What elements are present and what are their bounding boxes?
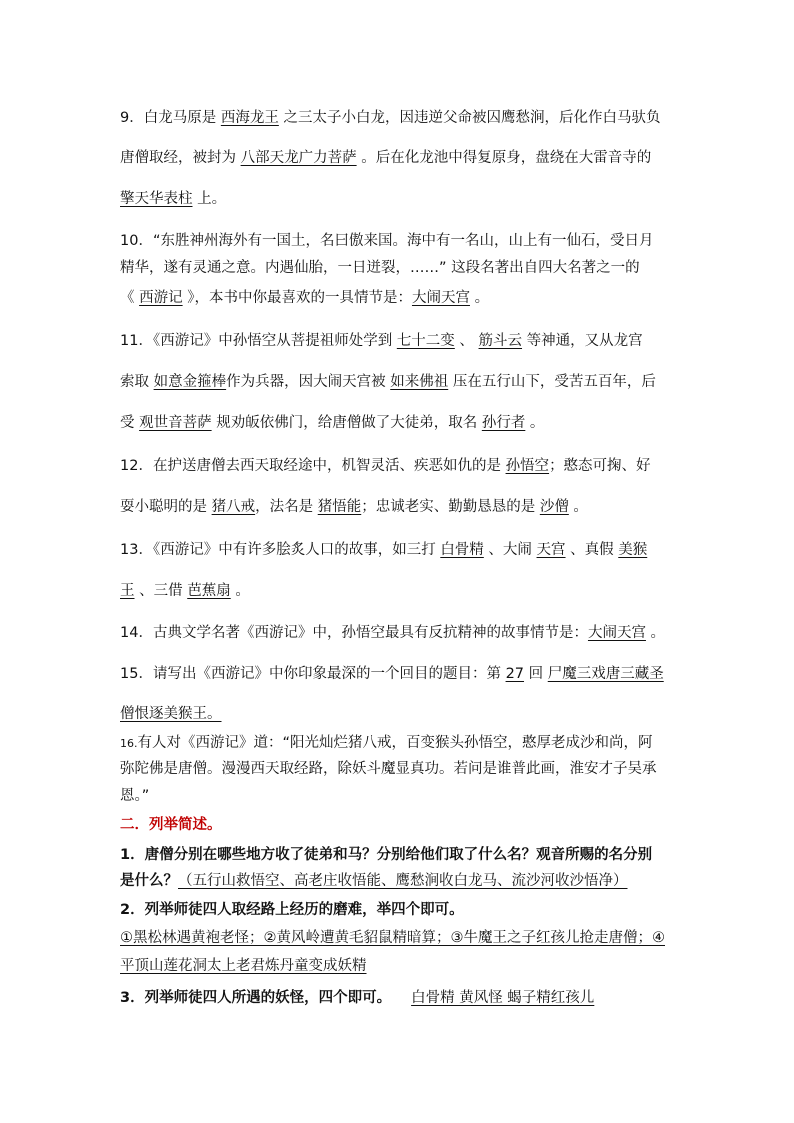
q11-answer-3: 如意金箍棒 xyxy=(153,374,227,390)
q12-answer-2: 猪八戒 xyxy=(211,499,256,515)
q14-text: 。 xyxy=(645,625,666,641)
q11-text: 等神通，又从龙宫 xyxy=(522,333,643,349)
q10-text: 》，本书中你最喜欢的一具情节是： xyxy=(182,290,412,306)
q10-text: 。 xyxy=(469,290,490,306)
q9-text: 。后在化龙池中得复原身，盘绕在大雷音寺的 xyxy=(356,150,652,166)
q11-text: 受 xyxy=(120,415,140,431)
q15-line-1 xyxy=(120,664,664,684)
q13-answer-4: 芭蕉扇 xyxy=(187,583,231,599)
q11-text: 作为兵器，因大闹天宫被 xyxy=(226,374,391,390)
q11-line-3 xyxy=(120,413,544,433)
q10-line-1: 10．“东胜神州海外有一国土，名曰傲来国。海中有一名山，山上有一仙石，受日月 xyxy=(120,233,654,249)
q11-text: 压在五行山下，受苦五百年，后 xyxy=(448,374,656,390)
q11-answer-4: 如来佛祖 xyxy=(390,374,449,390)
q12-line-1 xyxy=(120,456,651,476)
q12-text: ；忠诚老实、勤勤恳恳的是 xyxy=(361,499,540,515)
s2-q1-answer: （五行山救悟空、高老庄收悟能、鹰愁涧收白龙马、流沙河收沙悟净） xyxy=(178,873,628,889)
q12-text: ；憨态可掬、好 xyxy=(549,458,651,474)
q10-line-3 xyxy=(120,288,489,308)
q9-answer-2: 八部天龙广力菩萨 xyxy=(240,150,357,166)
q11-answer-5: 观世音菩萨 xyxy=(139,415,212,431)
q13-text: 13．《西游记》中有许多脍炙人口的故事，如三打 xyxy=(120,542,441,558)
q11-answer-2: 筋斗云 xyxy=(478,333,523,349)
q12-answer-4: 沙僧 xyxy=(539,499,569,515)
q16-line-3: 恩。” xyxy=(120,788,150,804)
q9-answer-3: 擎天华表柱 xyxy=(120,191,193,207)
q13-answer-3-cont: 王 xyxy=(120,583,135,599)
q10-answer-2: 大闹天宫 xyxy=(411,290,470,306)
q11-text: 规劝皈依佛门，给唐僧做了大徒弟，取名 xyxy=(211,415,482,431)
q9-line-1 xyxy=(120,108,660,128)
q15-text: 15．请写出《西游记》中你印象最深的一个回目的题目：第 xyxy=(120,666,506,682)
q16-text: 有人对《西游记》道：“阳光灿烂猪八戒，百变猴头孙悟空，憨厚老成沙和尚，阿 xyxy=(137,735,653,751)
q9-text: 9．白龙马原是 xyxy=(120,110,221,126)
q9-text: 之三太子小白龙，因违逆父命被囚鹰愁涧，后化作白马驮负 xyxy=(278,110,661,126)
q9-text: 上。 xyxy=(192,191,227,207)
q13-line-1 xyxy=(120,540,647,560)
q11-line-1 xyxy=(120,331,643,351)
q13-answer-2: 天宫 xyxy=(536,542,566,558)
q14-answer: 大闹天宫 xyxy=(587,625,646,641)
q13-answer-3: 美猴 xyxy=(618,542,648,558)
q12-text: 。 xyxy=(568,499,588,515)
q12-line-2 xyxy=(120,497,588,517)
q12-text: 耍小聪明的是 xyxy=(120,499,212,515)
s2-q2-question: 2．列举师徒四人取经路上经历的磨难，举四个即可。 xyxy=(120,902,464,918)
q12-text: 12．在护送唐僧去西天取经途中，机智灵活、疾恶如仇的是 xyxy=(120,458,506,474)
q14-line-1 xyxy=(120,623,665,643)
q11-text: 索取 xyxy=(120,374,154,390)
q10-answer-1: 西游记 xyxy=(139,290,183,306)
q16-number: 16. xyxy=(120,737,138,750)
q13-line-2 xyxy=(120,581,250,601)
s2-q1-line-1: 1．唐僧分别在哪些地方收了徒弟和马？分别给他们取了什么名？观音所赐的名分别 xyxy=(120,847,653,863)
s2-q3-answer: 白骨精 黄风怪 蝎子精红孩儿 xyxy=(411,990,595,1006)
q9-line-3 xyxy=(120,189,226,209)
q13-text: 。 xyxy=(230,583,250,599)
s2-q1-question: 是什么？ xyxy=(120,873,178,889)
q9-text: 唐僧取经，被封为 xyxy=(120,150,241,166)
q15-answer-title: 尸魔三戏唐三藏圣 xyxy=(547,666,664,682)
s2-q3-question: 3．列举师徒四人所遇的妖怪，四个即可。 xyxy=(120,990,392,1006)
s2-q2-answer-line-1: ①黑松林遇黄袍老怪；②黄风岭遭黄毛貂鼠精暗算；③牛魔王之子红孩儿抢走唐僧；④ xyxy=(120,930,665,946)
s2-q3-line xyxy=(120,988,594,1008)
q9-answer-1: 西海龙王 xyxy=(220,110,279,126)
q15-text: 回 xyxy=(524,666,548,682)
q15-line-2: 僧恨逐美猴王。 xyxy=(120,706,222,722)
s2-q2-answer-line-2: 平顶山莲花洞太上老君炼丹童变成妖精 xyxy=(120,958,367,974)
q11-text: 。 xyxy=(525,415,545,431)
q13-text: 、三借 xyxy=(134,583,188,599)
q13-answer-1: 白骨精 xyxy=(440,542,484,558)
q13-text: 、真假 xyxy=(565,542,619,558)
q14-text: 14．古典文学名著《西游记》中，孙悟空最具有反抗精神的故事情节是： xyxy=(120,625,588,641)
q12-answer-1: 孙悟空 xyxy=(505,458,550,474)
q15-answer-number: 27 xyxy=(505,666,525,682)
q16-line-1 xyxy=(120,733,653,754)
q11-answer-6: 孙行者 xyxy=(481,415,526,431)
q16-line-2: 弥陀佛是唐僧。漫漫西天取经路，除妖斗魔显真功。若问是谁普此画，淮安才子吴承 xyxy=(120,761,657,777)
q12-text: ，法名是 xyxy=(255,499,318,515)
q11-text: 、 xyxy=(454,333,479,349)
q10-line-2: 精华，遂有灵通之意。内遇仙胎，一日迸裂，……” 这段名著出自四大名著之一的 xyxy=(120,260,640,276)
q13-text: 、大闹 xyxy=(483,542,537,558)
q12-answer-3: 猪悟能 xyxy=(317,499,362,515)
q11-answer-1: 七十二变 xyxy=(396,333,455,349)
q11-text: 11．《西游记》中孙悟空从菩提祖师处学到 xyxy=(120,333,397,349)
section-heading: 二．列举简述。 xyxy=(120,817,222,833)
q11-line-2 xyxy=(120,372,656,392)
s2-q1-line-2 xyxy=(120,871,628,891)
q10-text: 《 xyxy=(120,290,140,306)
q9-line-2 xyxy=(120,148,651,168)
